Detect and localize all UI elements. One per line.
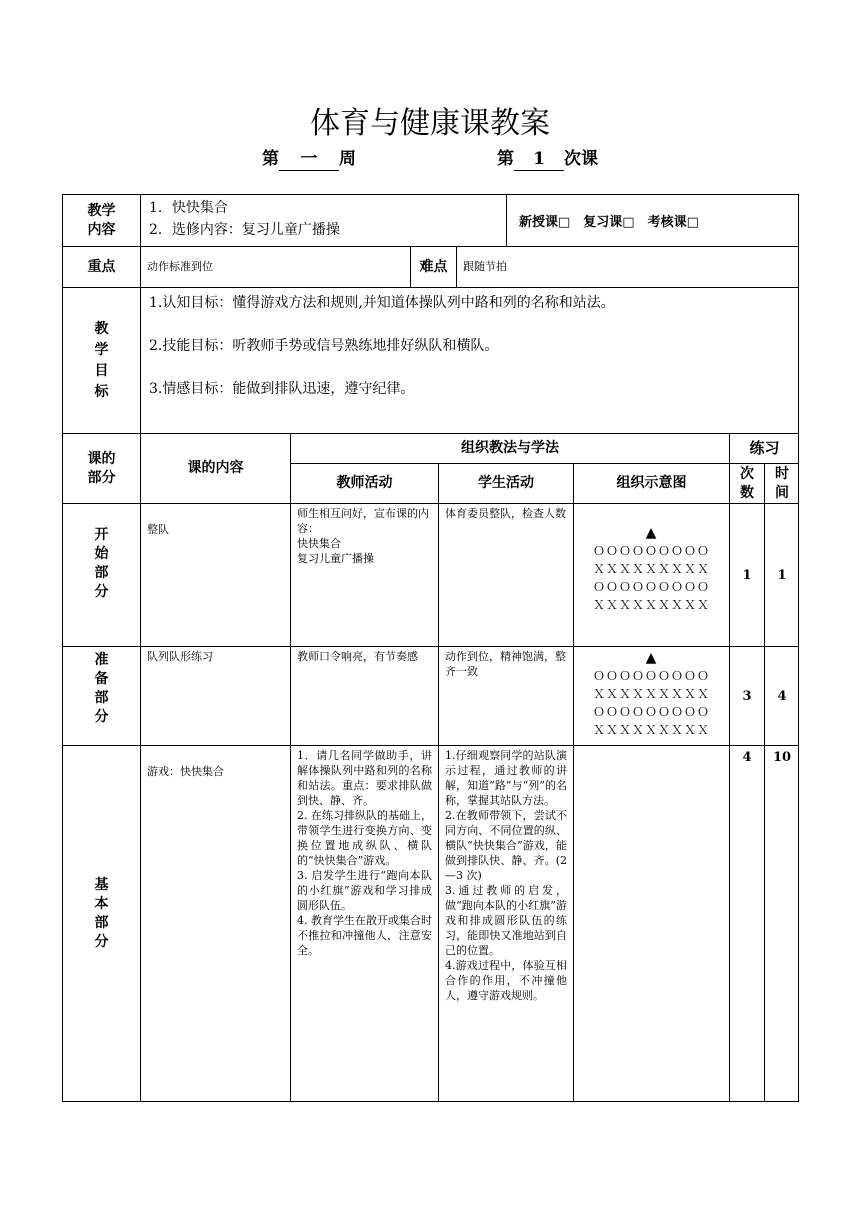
row-start-content: 整队 <box>140 503 290 646</box>
formation-row-o: ＯＯＯＯＯＯＯＯＯ <box>592 669 710 683</box>
formation-row-x: ＸＸＸＸＸＸＸＸＸ <box>592 687 710 701</box>
row-prep-part: 准备部分 <box>62 646 140 745</box>
student-line: 体育委员整队，检查人数 <box>445 507 566 520</box>
student-line: 动作到位，精神饱满，整齐一致 <box>445 650 566 678</box>
row-start-part: 开始部分 <box>62 503 140 646</box>
header-practice: 练习 <box>729 433 799 463</box>
lesson-suffix: 次课 <box>564 149 598 169</box>
row-start-duration: 1 <box>764 503 799 646</box>
row-start-diagram <box>573 503 729 646</box>
row-start-teacher <box>290 503 438 646</box>
header-part: 课的部分 <box>62 433 140 503</box>
formation-row-o: ＯＯＯＯＯＯＯＯＯ <box>592 544 710 558</box>
content-item-2: 2．选修内容：复习儿童广播操 <box>149 222 340 238</box>
teacher-step-3: 3. 启发学生进行“跑向本队的小红旗”游戏和学习排成圆形队伍。 <box>297 869 432 912</box>
teacher-step-1: 1．请几名同学做助手，讲解体操队列中路和列的名称和站法。重点：要求排队做到快、静、齐。 <box>297 749 432 807</box>
formation-row-x: ＸＸＸＸＸＸＸＸＸ <box>592 723 710 737</box>
formation-row-x: ＸＸＸＸＸＸＸＸＸ <box>592 598 710 612</box>
week-prefix: 第 <box>262 149 279 169</box>
header-times: 次数 <box>729 463 764 503</box>
row-basic-content: 游戏：快快集合 <box>140 745 290 1102</box>
student-step-2: 2.在教师带领下，尝试不同方向、不同位置的纵、横队“快快集合”游戏，能做到排队快、静、齐。(2—3 次) <box>445 809 567 882</box>
lesson-line <box>497 148 598 171</box>
content-item-1: 1．快快集合 <box>149 200 228 216</box>
header-duration: 时间 <box>764 463 799 503</box>
teacher-position-triangle: ▲ <box>645 525 658 541</box>
row-prep-diagram <box>573 646 729 745</box>
goals-list <box>140 287 799 433</box>
key-point-label: 重点 <box>62 246 140 287</box>
teacher-line: 快快集合 <box>297 537 341 550</box>
header-teacher: 教师活动 <box>290 463 438 503</box>
lesson-type-options: 新授课□ 复习课□ 考核课□ <box>506 194 799 246</box>
goal-skill: 2.技能目标：听教师手势或信号熟练地排好纵队和横队。 <box>149 338 499 354</box>
lesson-value: 1 <box>514 148 564 171</box>
teacher-line: 复习儿童广播操 <box>297 552 374 565</box>
teacher-line: 师生相互问好，宣布课的内容： <box>297 507 429 535</box>
content-items <box>140 194 506 246</box>
row-prep-duration: 4 <box>764 646 799 745</box>
week-suffix: 周 <box>339 149 356 169</box>
header-student: 学生活动 <box>438 463 573 503</box>
goal-cognitive: 1.认知目标：懂得游戏方法和规则,并知道体操队列中路和列的名称和站法。 <box>149 295 615 311</box>
week-value: 一 <box>279 148 339 171</box>
student-step-4: 4.游戏过程中，体验互相合作的作用，不冲撞他人，遵守游戏规则。 <box>445 959 567 1002</box>
student-step-1: 1.仔细观察同学的站队演示过程，通过教师的讲解，知道“路”与“列”的名称，掌握其站队方法。 <box>445 749 567 807</box>
lesson-prefix: 第 <box>497 149 514 169</box>
student-step-3: 3.通过教师的启发，做“跑向本队的小红旗”游戏和排成圆形队伍的练习，能即快又准地站到自己的位置。 <box>445 884 567 957</box>
teacher-line: 教师口令响亮，有节奏感 <box>297 650 418 663</box>
document-title: 体育与健康课教案 <box>310 106 550 141</box>
teacher-position-triangle: ▲ <box>645 650 658 666</box>
header-content: 课的内容 <box>140 433 290 503</box>
row-start-times: 1 <box>729 503 764 646</box>
goal-affective: 3.情感目标：能做到排队迅速，遵守纪律。 <box>149 381 415 397</box>
header-diagram: 组织示意图 <box>573 463 729 503</box>
week-line <box>262 148 356 171</box>
teacher-step-2: 2. 在练习排纵队的基础上，带领学生进行变换方向、变换位置地成纵队、横队的“快快集合”游戏。 <box>297 809 432 867</box>
goals-label-text: 教学目标 <box>94 320 109 400</box>
header-methods: 组织教法与学法 <box>290 433 729 463</box>
teacher-step-4: 4. 教育学生在散开或集合时不推拉和冲撞他人，注意安全。 <box>297 914 432 957</box>
row-basic-diagram <box>573 745 729 1102</box>
difficulty-label: 难点 <box>410 246 456 287</box>
difficulty-value: 跟随节拍 <box>456 246 799 287</box>
row-basic-duration: 10 <box>764 745 799 1102</box>
formation-row-x: ＸＸＸＸＸＸＸＸＸ <box>592 562 710 576</box>
row-start-student <box>438 503 573 646</box>
row-prep-times: 3 <box>729 646 764 745</box>
row-basic-teacher <box>290 745 438 1102</box>
row-basic-part: 基本部分 <box>62 745 140 1102</box>
row-basic-times: 4 <box>729 745 764 1102</box>
goals-label <box>62 287 140 433</box>
row-basic-student <box>438 745 573 1102</box>
row-prep-content: 队列队形练习 <box>140 646 290 745</box>
content-label: 教学内容 <box>62 194 140 246</box>
formation-row-o: ＯＯＯＯＯＯＯＯＯ <box>592 580 710 594</box>
key-point-value: 动作标准到位 <box>140 246 410 287</box>
row-prep-student <box>438 646 573 745</box>
row-prep-teacher <box>290 646 438 745</box>
formation-row-o: ＯＯＯＯＯＯＯＯＯ <box>592 705 710 719</box>
